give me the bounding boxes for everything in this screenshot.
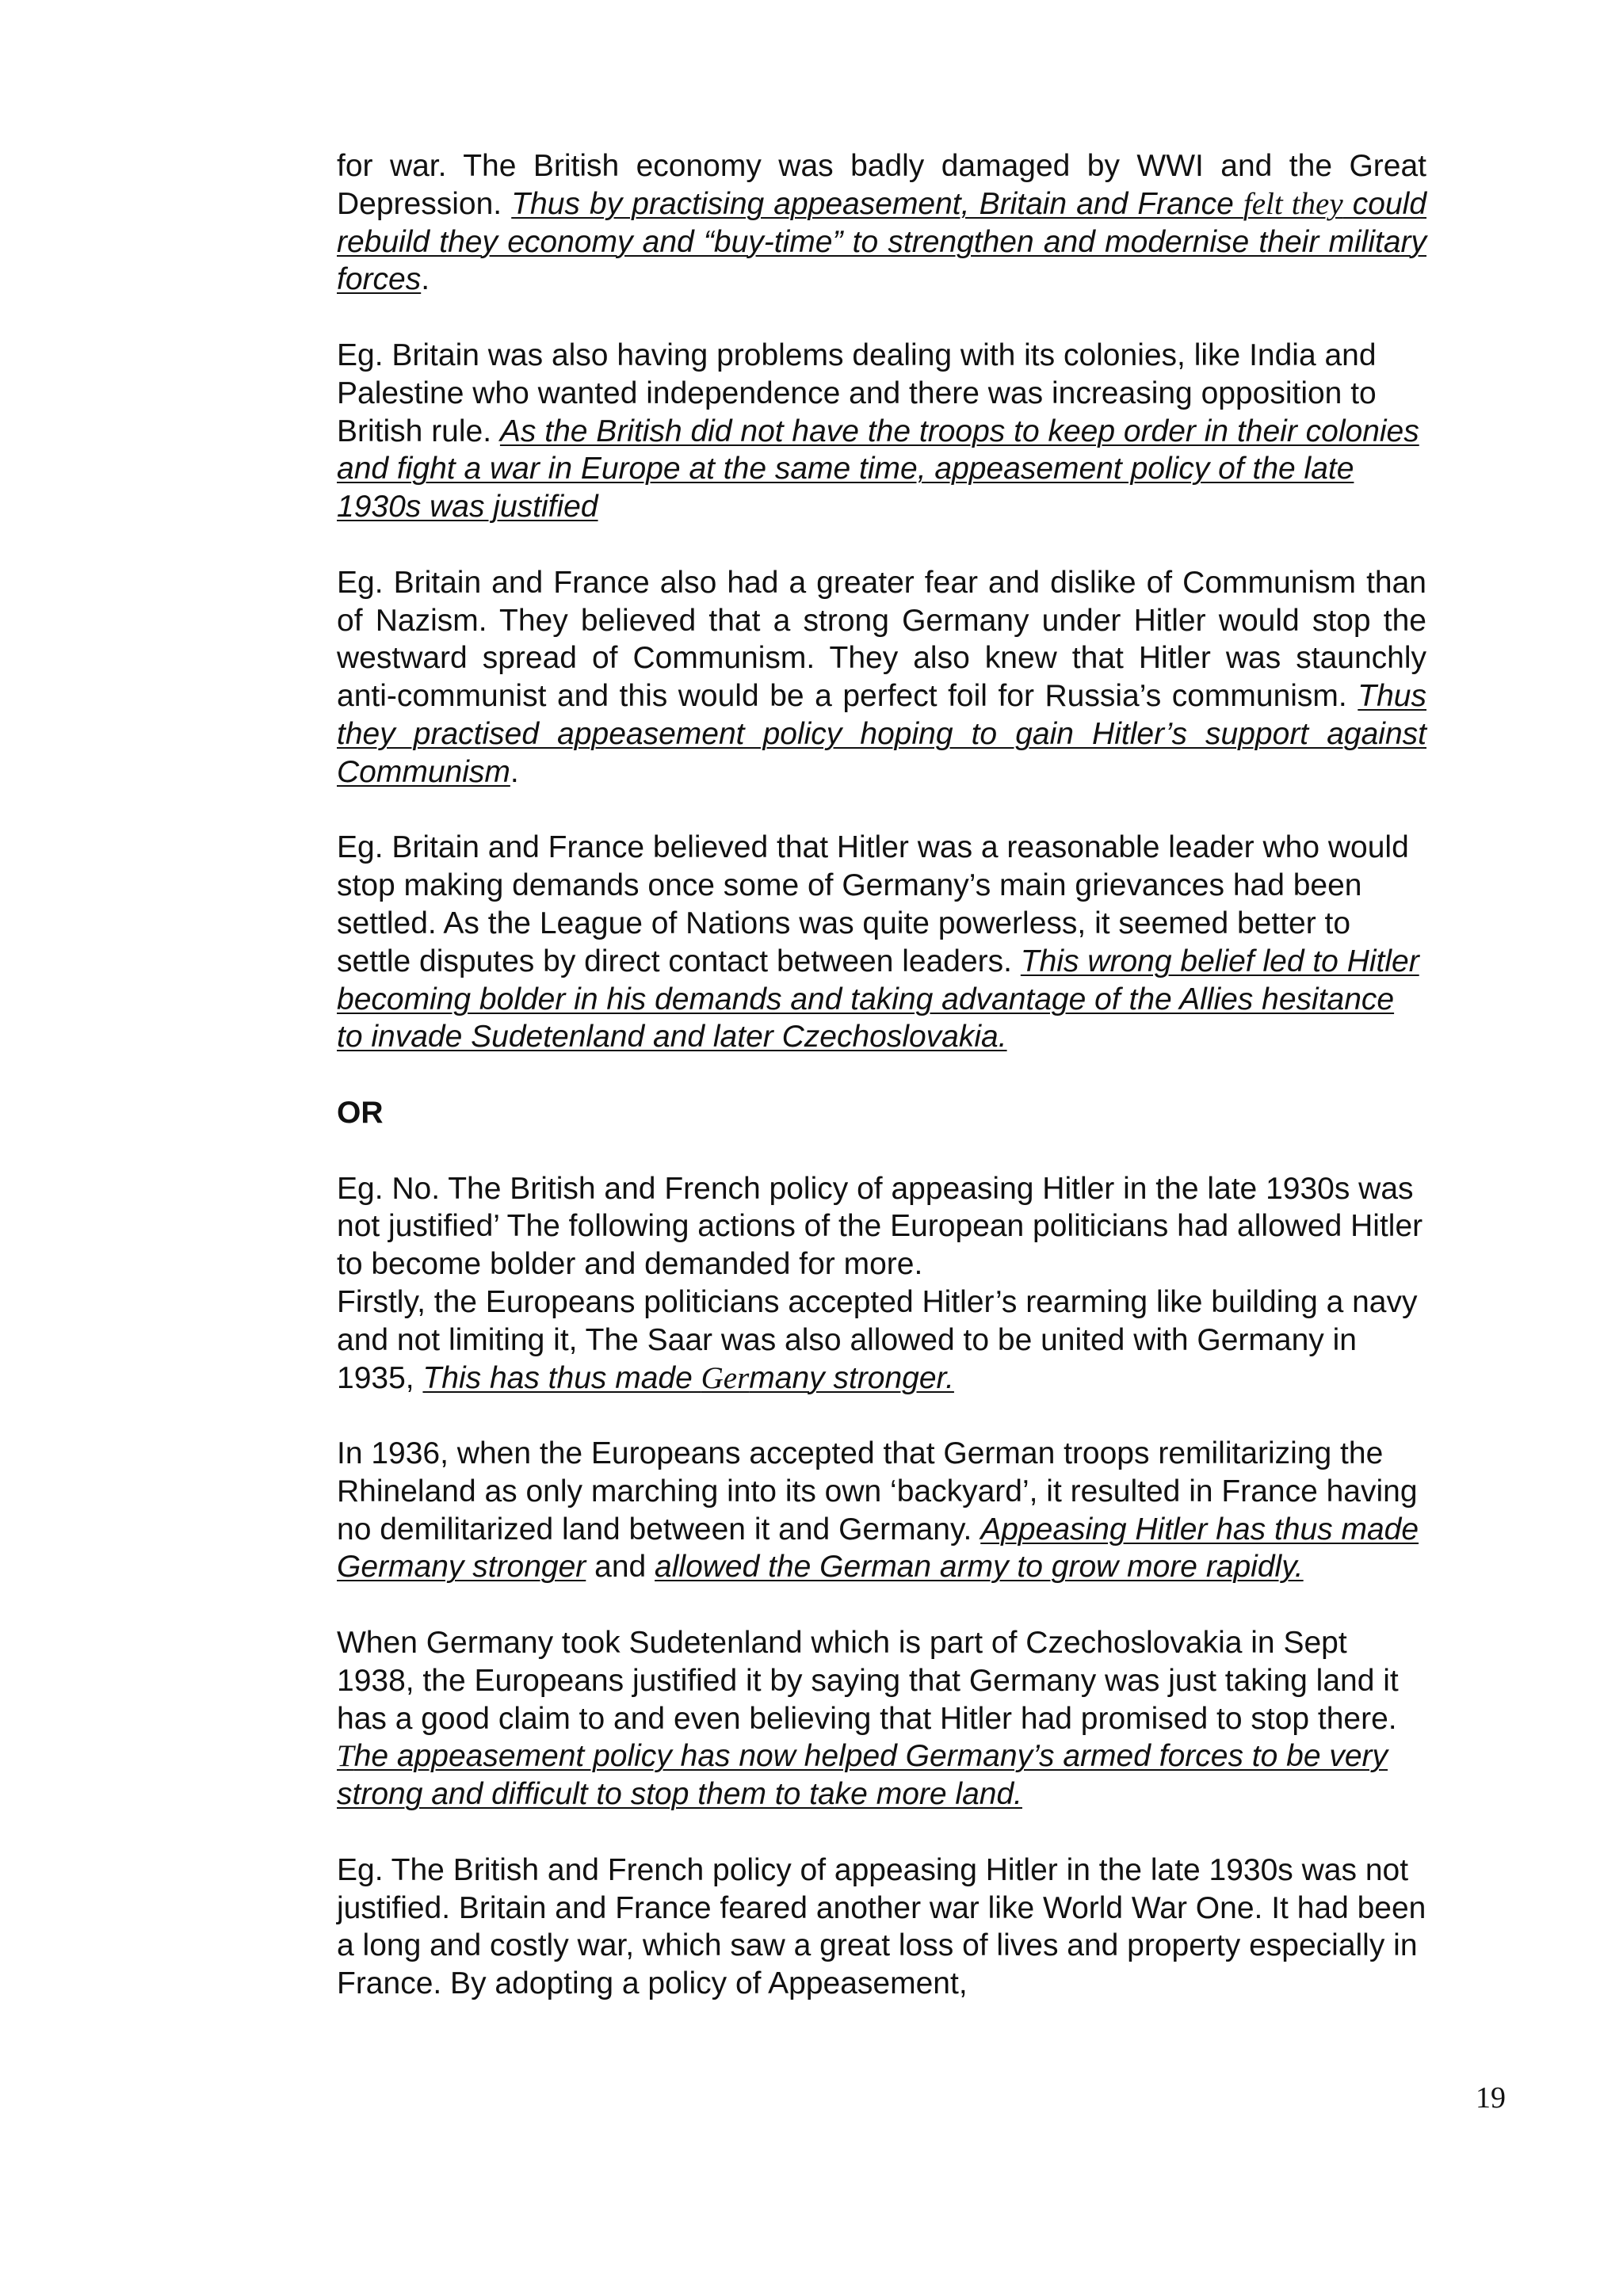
paragraph-text: In 1936, when the Europeans accepted that German troops remilitarizing the Rhineland as only marching into its own ‘backyard’, it resulted in France having no demilitarized land between it and Germany. xyxy=(337,1436,1418,1547)
underlined-argument: This has thus made xyxy=(422,1360,701,1395)
paragraph-world-war-one: Eg. The British and French policy of appeasing Hitler in the late 1930s was not justified. Britain and France feared another war like World War One. It had been a long and costly war, which saw a great loss of lives and property especially in France. By adopting a policy of Appeasement, xyxy=(337,1852,1426,2001)
paragraph-rhineland xyxy=(337,1435,1426,1586)
underlined-argument-serif: Ger xyxy=(701,1360,750,1395)
paragraph-reasonable-leader xyxy=(337,829,1426,1056)
paragraph-text: and xyxy=(586,1550,655,1585)
paragraph-sudetenland xyxy=(337,1624,1426,1814)
underlined-argument: he appeasement policy has now helped Germany’s armed forces to be very strong and difficult to stop them to take more land. xyxy=(337,1739,1388,1812)
underlined-argument: could rebuild they economy and “buy-time” to strengthen and modernise their military forces xyxy=(337,186,1427,297)
underlined-argument: many stronger. xyxy=(749,1360,954,1395)
paragraph-text: Eg. Britain and France also had a greater fear and dislike of Communism than of Nazism. They believed that a strong Germany under Hitler would stop the westward spread of Communism. They also knew that Hitler was staunchly anti-communist and this would be a perfect foil for Russia’s communism. xyxy=(337,565,1426,714)
page-body xyxy=(337,147,1426,2003)
paragraph-colonies xyxy=(337,337,1426,526)
paragraph-economy xyxy=(337,147,1426,299)
paragraph-rearming xyxy=(337,1283,1426,1397)
paragraph-text: Firstly, the Europeans politicians accepted Hitler’s rearming like building a navy and not limiting it, The Saar was also allowed to be united with Germany in 1935, xyxy=(337,1284,1418,1395)
page-number: 19 xyxy=(1476,2081,1506,2115)
or-heading: OR xyxy=(337,1095,384,1130)
underlined-argument: Thus by practising appeasement, Britain and France xyxy=(511,186,1243,221)
paragraph-not-justified: Eg. No. The British and French policy of appeasing Hitler in the late 1930s was not justified’ The following actions of the European politicians had allowed Hitler to become bolder and demanded for more. xyxy=(337,1171,1423,1282)
paragraph-communism xyxy=(337,564,1426,791)
underlined-argument: As the British did not have the troops to keep order in their colonies and fight a war in Europe at the same time, appeasement policy of the late 1930s was justified xyxy=(337,414,1419,524)
underlined-argument-serif: T xyxy=(337,1739,354,1774)
paragraph-text: Eg. Britain and France believed that Hitler was a reasonable leader who would stop making demands once some of Germany’s main grievances had been settled. As the League of Nations was quite powerless, it seemed better to settle disputes by direct contact between leaders. xyxy=(337,830,1409,978)
underlined-argument: Thus they practised appeasement policy hoping to gain Hitler’s support against Communism xyxy=(337,679,1426,789)
paragraph-text: When Germany took Sudetenland which is part of Czechoslovakia in Sept 1938, the Europeans justified it by saying that Germany was just taking land it has a good claim to and even believing that Hitler had promised to stop there. xyxy=(337,1626,1399,1736)
paragraph-text: Eg. Britain was also having problems dealing with its colonies, like India and Palestine who wanted independence and there was increasing opposition to British rule. xyxy=(337,338,1377,448)
underlined-argument: This wrong belief led to Hitler becoming bolder in his demands and taking advantage of the Allies hesitance to invade Sudetenland and later Czechoslovakia. xyxy=(337,944,1419,1055)
underlined-argument-serif: felt they xyxy=(1243,186,1343,221)
underlined-argument: allowed the German army to grow more rapidly. xyxy=(655,1550,1304,1585)
paragraph-text: . xyxy=(421,262,430,297)
paragraph-text: . xyxy=(510,754,519,789)
underlined-argument: Appeasing Hitler has thus made Germany stronger xyxy=(337,1512,1419,1585)
paragraph-text: for war. The British economy was badly damaged by WWI and the Great Depression. xyxy=(337,149,1426,221)
